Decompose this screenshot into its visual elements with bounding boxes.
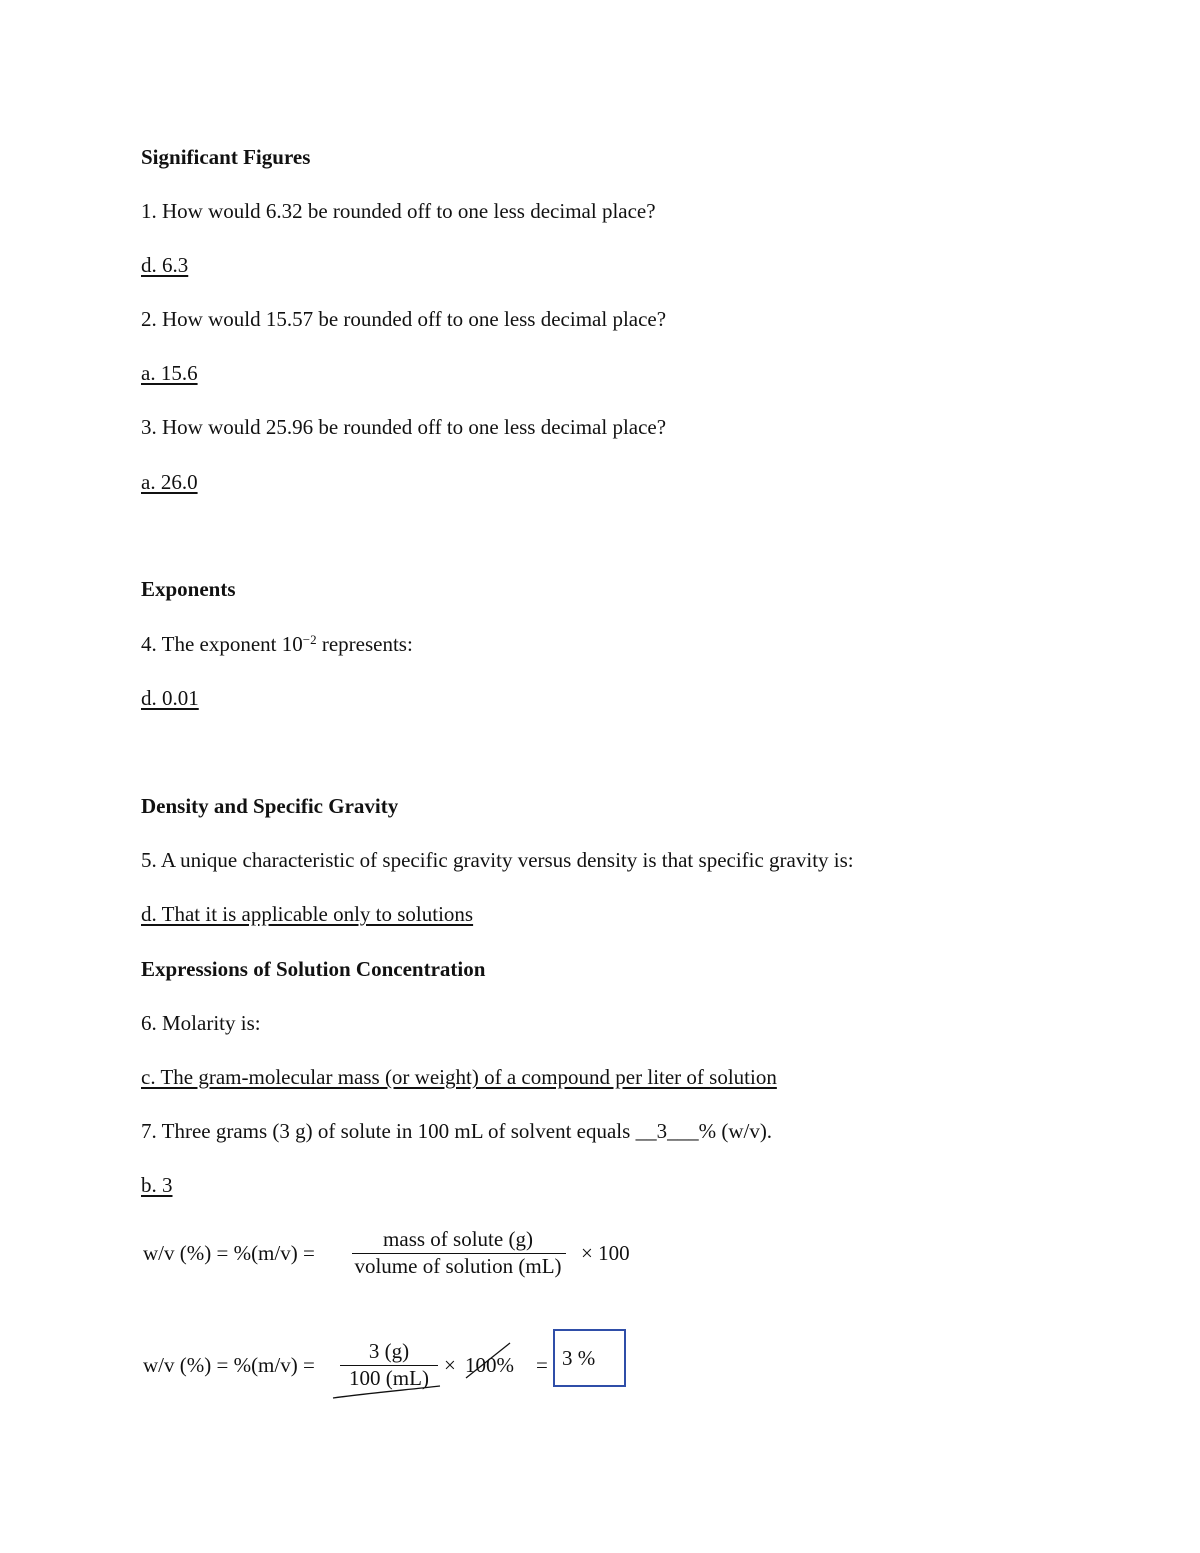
formula-2-times: ×: [444, 1353, 456, 1377]
question-3: 3. How would 25.96 be rounded off to one less decimal place?: [141, 415, 667, 439]
question-1: 1. How would 6.32 be rounded off to one less decimal place?: [141, 199, 656, 223]
answer-2: a. 15.6: [141, 361, 198, 385]
answer-7: b. 3: [141, 1173, 173, 1197]
answer-6: c. The gram-molecular mass (or weight) of a compound per liter of solution: [141, 1065, 777, 1089]
answer-5: d. That it is applicable only to solutions: [141, 902, 474, 926]
formula-2-lhs: w/v (%) = %(m/v) =: [143, 1353, 315, 1377]
question-6: 6. Molarity is:: [141, 1011, 261, 1035]
cancel-underline-mark: [333, 1386, 440, 1398]
question-2: 2. How would 15.57 be rounded off to one less decimal place?: [141, 307, 667, 331]
formula-2-multiplier: 100%: [465, 1353, 514, 1377]
formula-1-multiplier: × 100: [581, 1241, 630, 1265]
question-7-suffix: % (w/v).: [698, 1119, 773, 1143]
question-4-suffix: represents:: [316, 632, 413, 656]
question-7-blank: __3___: [635, 1119, 699, 1143]
question-4-exponent: −2: [302, 632, 317, 647]
formula-1-denominator: volume of solution (mL): [354, 1254, 562, 1278]
formula-2-denominator: 100 (mL): [349, 1366, 429, 1390]
cancel-strike-mark: [466, 1343, 510, 1378]
heading-concentration: Expressions of Solution Concentration: [141, 957, 486, 981]
answer-4: d. 0.01: [141, 686, 199, 710]
formula-2-numerator: 3 (g): [368, 1339, 410, 1363]
formula-1-numerator: mass of solute (g): [383, 1227, 533, 1251]
formula-1-lhs: w/v (%) = %(m/v) =: [143, 1241, 315, 1265]
heading-density: Density and Specific Gravity: [141, 794, 399, 818]
heading-exponents: Exponents: [141, 577, 236, 601]
question-5: 5. A unique characteristic of specific gravity versus density is that specific gravity is:: [141, 848, 854, 872]
answer-1: d. 6.3: [141, 253, 189, 277]
formula-2-result: 3 %: [562, 1346, 596, 1370]
answer-3: a. 26.0: [141, 470, 198, 494]
heading-significant-figures: Significant Figures: [141, 145, 311, 169]
formula-2-equals: =: [536, 1353, 548, 1377]
question-7-prefix: 7. Three grams (3 g) of solute in 100 mL of solvent equals: [141, 1119, 636, 1143]
question-4-prefix: 4. The exponent 10: [141, 632, 303, 656]
